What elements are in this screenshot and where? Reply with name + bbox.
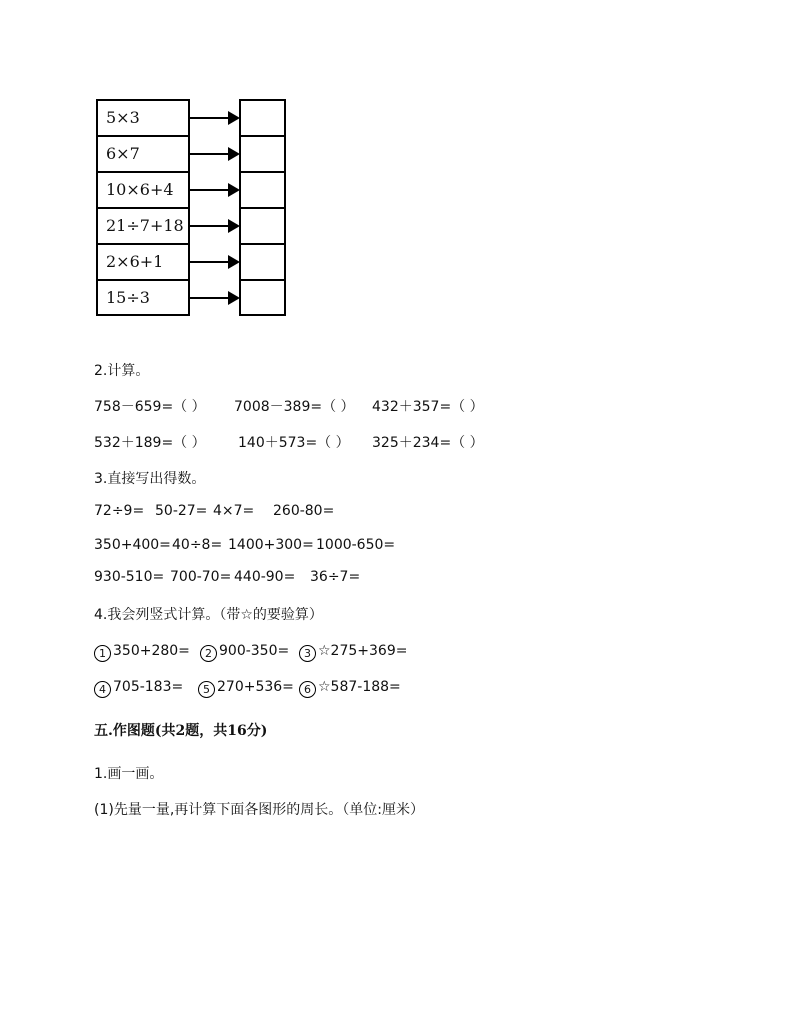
matching-row xyxy=(96,171,296,207)
arrow-right-icon xyxy=(190,255,240,269)
expression-cell: 10×6+4 xyxy=(96,171,190,207)
answer-box[interactable] xyxy=(239,207,286,243)
circled-number: 2 xyxy=(200,645,217,662)
oral-item: 930-510= xyxy=(94,569,165,585)
oral-item: 1000-650= xyxy=(316,537,396,553)
circled-number: 6 xyxy=(299,681,316,698)
oral-item: 40÷8= xyxy=(172,537,223,553)
vertical-calc-item xyxy=(200,643,289,662)
matching-row xyxy=(96,135,296,171)
answer-box[interactable] xyxy=(239,171,286,207)
vertical-calc-item xyxy=(94,679,183,698)
question1-subtitle: (1)先量一量,再计算下面各图形的周长。（单位:厘米） xyxy=(94,802,424,818)
vertical-calc-text: 705-183= xyxy=(113,679,184,695)
matching-row xyxy=(96,243,296,279)
vertical-calc-text: 270+536= xyxy=(217,679,294,695)
answer-box[interactable] xyxy=(239,135,286,171)
answer-box[interactable] xyxy=(239,243,286,279)
section2-title: 2.计算。 xyxy=(94,363,150,379)
expression-cell: 21÷7+18 xyxy=(96,207,190,243)
matching-row xyxy=(96,99,296,135)
vertical-calc-text: 350+280= xyxy=(113,643,190,659)
circled-number: 5 xyxy=(198,681,215,698)
calc-item: 532＋189=（ ） xyxy=(94,435,206,451)
oral-item: 72÷9= xyxy=(94,503,145,519)
oral-item: 700-70= xyxy=(170,569,232,585)
circled-number: 3 xyxy=(299,645,316,662)
expression-cell: 2×6+1 xyxy=(96,243,190,279)
calc-item: 758－659=（ ） xyxy=(94,399,206,415)
calc-item: 325＋234=（ ） xyxy=(372,435,484,451)
question1-title: 1.画一画。 xyxy=(94,766,164,782)
oral-item: 1400+300= xyxy=(228,537,314,553)
vertical-calc-text: ☆275+369= xyxy=(318,643,408,659)
matching-row xyxy=(96,279,296,315)
circled-number: 4 xyxy=(94,681,111,698)
vertical-calc-item xyxy=(198,679,294,698)
expression-cell: 5×3 xyxy=(96,99,190,135)
oral-item: 4×7= xyxy=(213,503,255,519)
calc-item: 432＋357=（ ） xyxy=(372,399,484,415)
oral-item: 36÷7= xyxy=(310,569,361,585)
arrow-right-icon xyxy=(190,111,240,125)
expression-cell: 6×7 xyxy=(96,135,190,171)
vertical-calc-text: 900-350= xyxy=(219,643,290,659)
vertical-calc-text: ☆587-188= xyxy=(318,679,401,695)
expression-cell: 15÷3 xyxy=(96,279,190,316)
section4-title: 4.我会列竖式计算。（带☆的要验算） xyxy=(94,607,323,623)
arrow-right-icon xyxy=(190,291,240,305)
arrow-right-icon xyxy=(190,147,240,161)
matching-row xyxy=(96,207,296,243)
vertical-calc-item xyxy=(299,679,401,698)
calc-item: 140＋573=（ ） xyxy=(238,435,350,451)
arrow-right-icon xyxy=(190,219,240,233)
oral-item: 440-90= xyxy=(234,569,296,585)
circled-number: 1 xyxy=(94,645,111,662)
calc-item: 7008－389=（ ） xyxy=(234,399,355,415)
vertical-calc-item xyxy=(94,643,190,662)
oral-item: 350+400= xyxy=(94,537,171,553)
oral-item: 50-27= xyxy=(155,503,208,519)
section5-title: 五.作图题(共2题，共16分) xyxy=(94,723,268,739)
answer-box[interactable] xyxy=(239,279,286,316)
arrow-right-icon xyxy=(190,183,240,197)
oral-item: 260-80= xyxy=(273,503,335,519)
answer-box[interactable] xyxy=(239,99,286,135)
vertical-calc-item xyxy=(299,643,407,662)
section3-title: 3.直接写出得数。 xyxy=(94,471,206,487)
